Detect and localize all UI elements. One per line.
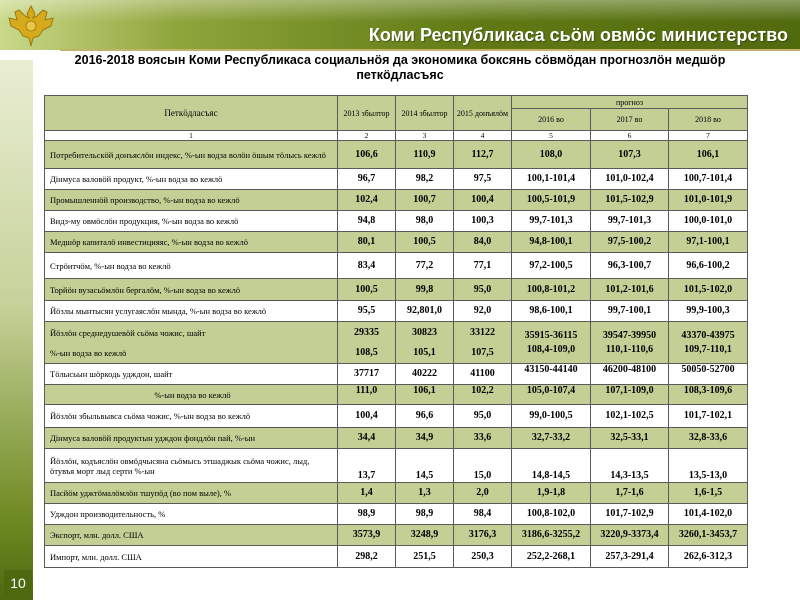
cell-value: 100,4 [338,405,396,428]
row-label: Видз-му овмӧслӧн продукция, %-ын водза во кежлӧ [45,211,338,232]
cell-value: 3248,9 [396,525,454,546]
table-row [45,190,748,211]
cell-value: 257,3-291,4 [591,546,669,568]
cell-value: 108,3-109,6 [669,385,748,405]
cell-value: 94,8 [338,211,396,232]
row-label: Импорт, млн. долл. США [45,546,338,568]
cell-value: 3186,6-3255,2 [512,525,591,546]
row-label: Йӧзлӧн, кодъяслӧн овмӧдчысяна сьӧмысь этшаджык сьӧма чожис, лыд, ӧтувъя морт лыд серти %-ын [45,449,338,483]
cell-value: 3176,3 [454,525,512,546]
table-row [45,211,748,232]
cell-value: 250,3 [454,546,512,568]
table-row [45,169,748,190]
left-decor-strip [0,60,33,600]
col-header-2016: 2016 во [512,109,591,131]
row-label: Йӧзлӧн збыльвывса сьӧма чожис, %-ын водза во кежлӧ [45,405,338,428]
row-label: Экспорт, млн. долл. США [45,525,338,546]
cell-value: 99,7-101,3 [591,211,669,232]
cell-value: 96,6 [396,405,454,428]
cell-value: 99,7-101,3 [512,211,591,232]
cell-value: 252,2-268,1 [512,546,591,568]
cell-value: 100,4 [454,190,512,211]
cell-value: 98,0 [396,211,454,232]
cell-value: 262,6-312,3 [669,546,748,568]
table-row [45,279,748,301]
cell-value: 94,8-100,1 [512,232,591,253]
cell-value: 32,8-33,6 [669,428,748,449]
table-row [45,301,748,322]
cell-value: 107,3 [591,141,669,169]
cell-value: 107,1-109,0 [591,385,669,405]
cell-value: 105,0-107,4 [512,385,591,405]
cell-value: 99,0-100,5 [512,405,591,428]
cell-value: 50050-52700 [669,364,748,385]
cell-value: 13,5-13,0 [669,449,748,483]
cell-value: 111,0 [338,385,396,405]
row-label: Дінмуса валовӧй продукт, %-ын водза во кежлӧ [45,169,338,190]
row-label: Медшӧр капиталӧ инвестицияяс, %-ын водза во кежлӧ [45,232,338,253]
col-number: 4 [454,131,512,141]
table-row [45,525,748,546]
col-number: 6 [591,131,669,141]
cell-value: 96,7 [338,169,396,190]
table-row [45,504,748,525]
col-header-2015: 2015 донъялӧм [454,96,512,131]
cell-value: 102,2 [454,385,512,405]
cell-value: 32,7-33,2 [512,428,591,449]
column-number-row [45,131,748,141]
cell-value: 98,9 [396,504,454,525]
cell-value: 100,0-101,0 [669,211,748,232]
cell-value: 102,1-102,5 [591,405,669,428]
row-label: Пасйӧм уджтӧмалӧмлӧн тшупӧд (во пом выле), % [45,483,338,504]
forecast-table [44,95,748,568]
cell-value: 97,1-100,1 [669,232,748,253]
cell-value: 101,7-102,1 [669,405,748,428]
col-header-indicator: Петкӧдласъяс [45,96,338,131]
komi-emblem-icon [3,2,59,50]
header-divider [60,49,800,51]
cell-value: 14,5 [396,449,454,483]
cell-value: 101,2-101,6 [591,279,669,301]
row-label: Тӧлысьын шӧркодь удждон, шайт [45,364,338,385]
cell-value: 40222 [396,364,454,385]
table-row-salary [45,364,748,385]
cell-value: 100,7 [396,190,454,211]
cell-value: 101,0-102,4 [591,169,669,190]
cell-value: 100,8-101,2 [512,279,591,301]
cell-value: 101,5-102,9 [591,190,669,211]
cell-value: 92,801,0 [396,301,454,322]
col-number: 1 [45,131,338,141]
col-header-2018: 2018 во [669,109,748,131]
col-header-2017: 2017 во [591,109,669,131]
col-number: 5 [512,131,591,141]
table-row [45,232,748,253]
cell-value: 32,5-33,1 [591,428,669,449]
cell-value: 100,7-101,4 [669,169,748,190]
cell-value: 98,9 [338,504,396,525]
page-number: 10 [4,570,32,596]
cell-value: 43370-43975 109,7-110,1 [669,322,748,364]
cell-value: 1,3 [396,483,454,504]
table-row [45,141,748,169]
table-row [45,428,748,449]
cell-value: 13,7 [338,449,396,483]
cell-value: 33122 107,5 [454,322,512,364]
cell-value: 106,1 [669,141,748,169]
col-header-forecast: прогноз [512,96,748,109]
cell-value: 84,0 [454,232,512,253]
cell-value: 14,3-13,5 [591,449,669,483]
cell-value: 34,9 [396,428,454,449]
cell-value: 43150-44140 [512,364,591,385]
cell-value: 100,5-101,9 [512,190,591,211]
cell-value: 100,1-101,4 [512,169,591,190]
cell-value: 30823 105,1 [396,322,454,364]
cell-value: 14,8-14,5 [512,449,591,483]
cell-value: 1,7-1,6 [591,483,669,504]
cell-value: 99,7-100,1 [591,301,669,322]
wage-label: Йӧзлӧн среднедушевӧй сьӧма чожис, шайт [50,327,206,338]
col-header-2014: 2014 збылтор [396,96,454,131]
cell-value: 34,4 [338,428,396,449]
cell-value: 3573,9 [338,525,396,546]
cell-value: 29335 108,5 [338,322,396,364]
cell-value: 80,1 [338,232,396,253]
cell-value: 251,5 [396,546,454,568]
row-label: Промышленнӧй производство, %-ын водза во кежлӧ [45,190,338,211]
cell-value: 101,4-102,0 [669,504,748,525]
cell-value: 77,2 [396,253,454,279]
cell-value: 35915-36115 108,4-109,0 [512,322,591,364]
cell-value: 37717 [338,364,396,385]
col-number: 7 [669,131,748,141]
table-row [45,405,748,428]
cell-value: 100,8-102,0 [512,504,591,525]
table-row [45,483,748,504]
cell-value: 98,6-100,1 [512,301,591,322]
table-row [45,253,748,279]
cell-value: 96,6-100,2 [669,253,748,279]
cell-value: 112,7 [454,141,512,169]
cell-value: 3220,9-3373,4 [591,525,669,546]
cell-value: 77,1 [454,253,512,279]
cell-value: 101,7-102,9 [591,504,669,525]
cell-value: 1,4 [338,483,396,504]
row-label: Стрӧитчӧм, %-ын водза во кежлӧ [45,253,338,279]
cell-value: 101,5-102,0 [669,279,748,301]
cell-value: 106,6 [338,141,396,169]
cell-value: 83,4 [338,253,396,279]
cell-value: 1,6-1,5 [669,483,748,504]
table-row-salary-percent [45,385,748,405]
row-label: %-ын водза во кежлӧ [45,385,338,405]
cell-value: 98,2 [396,169,454,190]
table-row [45,449,748,483]
cell-value: 298,2 [338,546,396,568]
cell-value: 99,9-100,3 [669,301,748,322]
wage-percent-label: %-ын водза во кежлӧ [50,347,127,358]
cell-value: 1,9-1,8 [512,483,591,504]
table-row [45,546,748,568]
col-number: 2 [338,131,396,141]
cell-value: 97,5-100,2 [591,232,669,253]
cell-value: 33,6 [454,428,512,449]
document-title: 2016-2018 воясын Коми Республикаса социальнӧя да экономика боксянь сӧвмӧдан прогнозлӧн медшӧр петкӧдласъяс [74,53,726,82]
cell-value: 39547-39950 110,1-110,6 [591,322,669,364]
row-label: Торйӧн вузасьӧмлӧн бергалӧм, %-ын водза во кежлӧ [45,279,338,301]
cell-value: 100,3 [454,211,512,232]
cell-value: 98,4 [454,504,512,525]
cell-value: 97,5 [454,169,512,190]
cell-value: 106,1 [396,385,454,405]
cell-value: 96,3-100,7 [591,253,669,279]
cell-value: 95,5 [338,301,396,322]
cell-value: 108,0 [512,141,591,169]
cell-value: 3260,1-3453,7 [669,525,748,546]
cell-value: 95,0 [454,405,512,428]
row-label: Потребительскӧй донъяслӧн индекс, %-ын водза волӧн ӧшым тӧлысь кежлӧ [45,141,338,169]
cell-value: 110,9 [396,141,454,169]
cell-value: 92,0 [454,301,512,322]
row-label: Йӧзлы мынтысян услугаяслӧн мында, %-ын водза во кежлӧ [45,301,338,322]
cell-value: 15,0 [454,449,512,483]
row-label: Удждон производительность, % [45,504,338,525]
table-row-wage [45,322,748,364]
cell-value: 95,0 [454,279,512,301]
col-header-2013: 2013 збылтор [338,96,396,131]
cell-value: 100,5 [396,232,454,253]
cell-value: 99,8 [396,279,454,301]
cell-value: 101,0-101,9 [669,190,748,211]
cell-value: 2,0 [454,483,512,504]
cell-value: 100,5 [338,279,396,301]
col-number: 3 [396,131,454,141]
cell-value: 41100 [454,364,512,385]
cell-value: 97,2-100,5 [512,253,591,279]
row-label [45,322,338,364]
ministry-title: Коми Республикаса сьӧм овмӧс министерство [368,25,788,45]
row-label: Дінмуса валовӧй продуктын удждон фондлӧн пай, %-ын [45,428,338,449]
cell-value: 102,4 [338,190,396,211]
cell-value: 46200-48100 [591,364,669,385]
